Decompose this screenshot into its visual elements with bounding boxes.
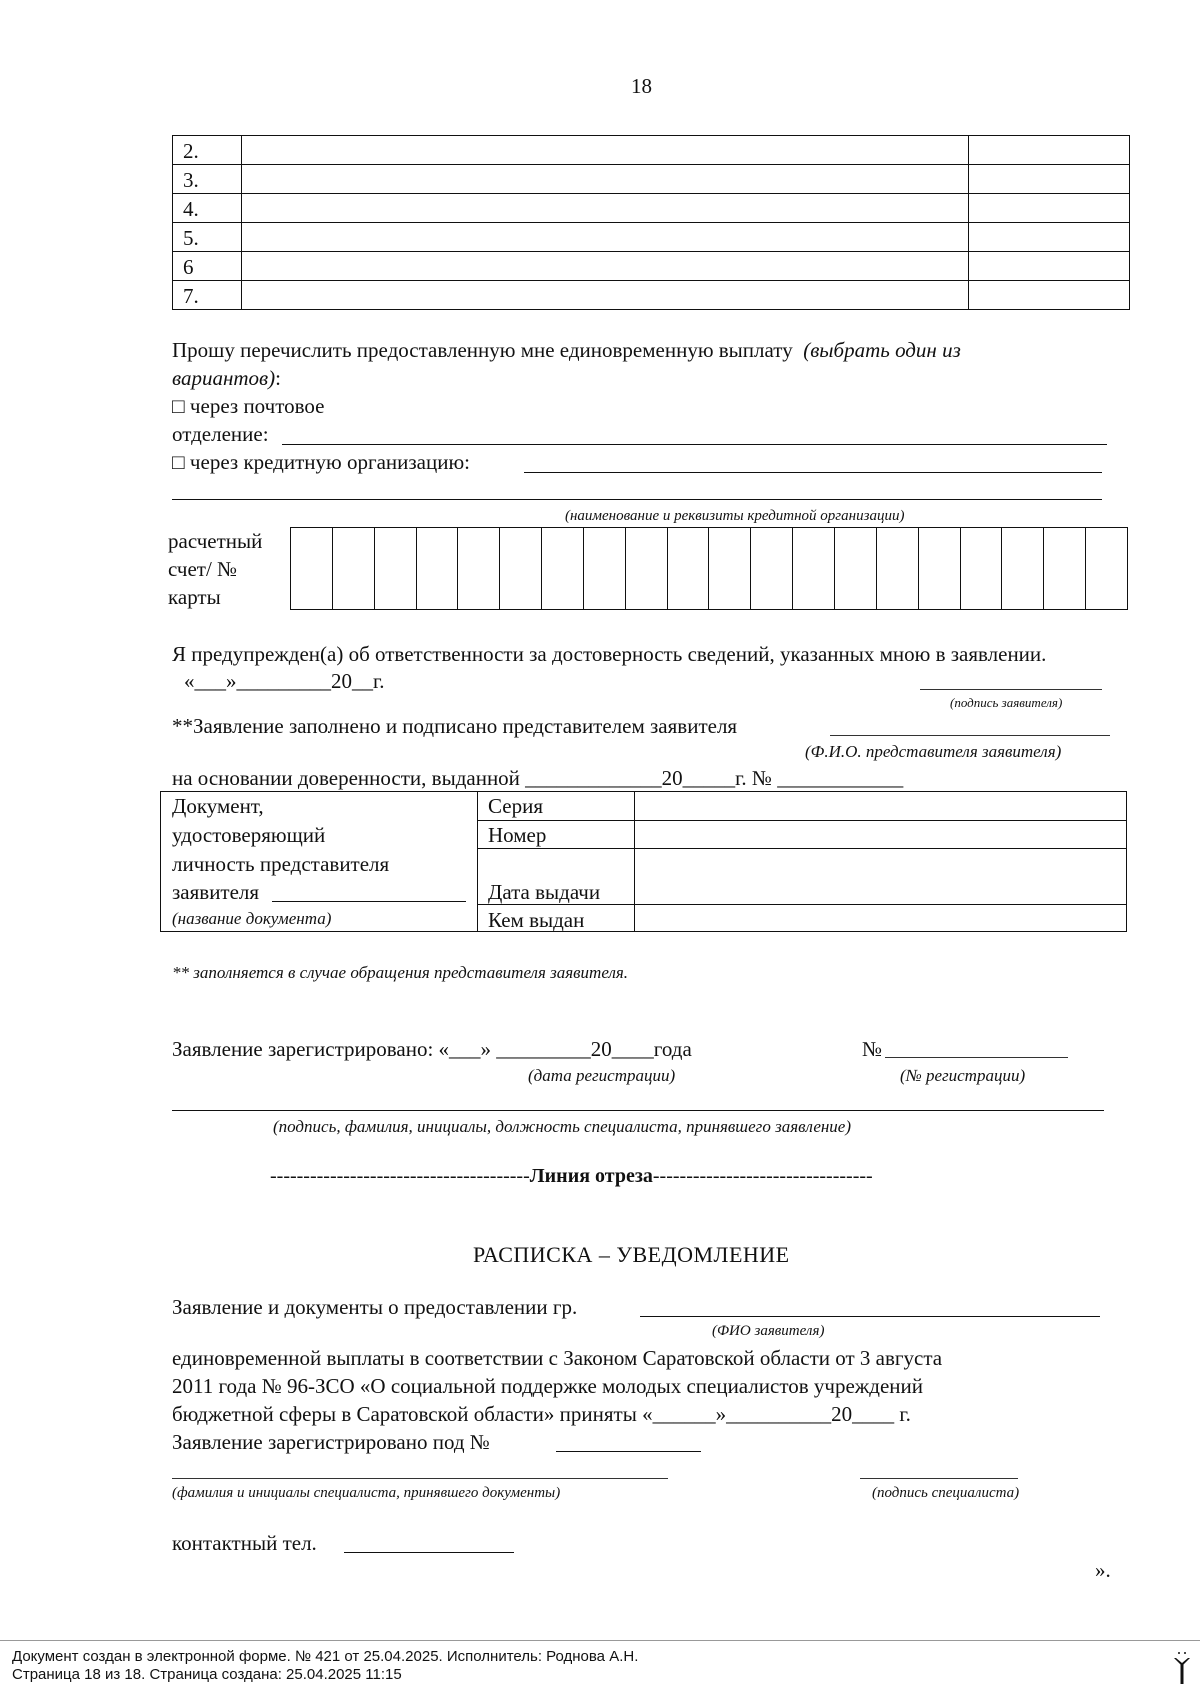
account-digit-cell[interactable] [332,528,374,609]
representative-text: **Заявление заполнено и подписано представителем заявителя [172,714,738,738]
field-date-label: Дата выдачи [488,880,601,904]
field-number-label: Номер [488,823,547,847]
doc-name-field[interactable] [272,901,466,902]
doc-label-2: удостоверяющий [172,823,326,847]
account-digit-cell[interactable] [457,528,499,609]
row-content-cell[interactable] [242,252,969,281]
bank-field-line2[interactable] [172,499,1102,500]
doc-label-1: Документ, [172,794,264,818]
top-table-row [173,194,1130,223]
receipt-title: РАСПИСКА – УВЕДОМЛЕНИЕ [473,1242,790,1267]
receipt-specialist-name-field[interactable] [172,1478,668,1479]
row-content-cell[interactable] [242,281,969,310]
receipt-specialist-signature-field[interactable] [860,1478,1018,1479]
row-number-cell: 6 [173,252,242,281]
choice-hint-2: вариантов) [172,366,276,390]
row-number-cell: 4. [173,194,242,223]
receipt-signature-caption: (подпись специалиста) [872,1485,1020,1501]
account-digit-cell[interactable] [918,528,960,609]
account-digit-cell[interactable] [541,528,583,609]
row-number-cell: 3. [173,165,242,194]
row-extra-cell[interactable] [969,252,1130,281]
account-label-2: счет/ № [168,557,238,581]
field-series-label: Серия [488,794,543,818]
applicant-signature-line[interactable] [920,689,1102,690]
top-table-row [173,223,1130,252]
receipt-fio-caption: (ФИО заявителя) [712,1323,825,1339]
account-digit-cell[interactable] [708,528,750,609]
bank-field[interactable] [524,472,1102,473]
account-digit-cell[interactable] [583,528,625,609]
account-digit-cell[interactable] [792,528,834,609]
account-digit-cell[interactable] [374,528,416,609]
responsibility-warning: Я предупрежден(а) об ответственности за достоверность сведений, указанных мною в заявлении. [172,642,1047,666]
top-table-row [173,252,1130,281]
warning-date-line: «___»_________20__г. [184,669,385,693]
representative-footnote: ** заполняется в случае обращения представителя заявителя. [172,963,629,982]
page-number: 18 [631,74,652,98]
account-digit-cell[interactable] [625,528,667,609]
account-digit-cell[interactable] [1001,528,1043,609]
row-content-cell[interactable] [242,194,969,223]
receipt-line5: Заявление зарегистрировано под № [172,1430,490,1454]
top-table-row [173,136,1130,165]
cut-line-label: Линия отреза [529,1165,653,1187]
field-issued-label: Кем выдан [488,908,585,932]
footer-line1: Документ создан в электронной форме. № 421 от 25.04.2025. Исполнитель: Роднова А.Н. [12,1648,639,1665]
account-digit-cell[interactable] [291,528,332,609]
account-digit-cell[interactable] [1043,528,1085,609]
choice-colon: : [275,366,282,390]
footer-divider [0,1640,1200,1641]
top-table-row [173,281,1130,310]
row-number-cell: 5. [173,223,242,252]
receipt-specialist-caption: (фамилия и инициалы специалиста, принявшего документы) [172,1485,561,1501]
account-digit-cell[interactable] [667,528,709,609]
payment-request-text: Прошу перечислить предоставленную мне единовременную выплату [172,338,793,362]
account-digit-cell[interactable] [960,528,1002,609]
top-table [172,135,1130,310]
proxy-text: на основании доверенности, выданной _____________20_____г. № ____________ [172,766,904,790]
bank-caption: (наименование и реквизиты кредитной организации) [565,508,905,524]
closing-mark: ». [1095,1558,1111,1582]
receipt-line3: 2011 года № 96-ЗСО «О социальной поддержке молодых специалистов учреждений [172,1374,924,1398]
doc-caption: (название документа) [172,909,332,928]
representative-fio-caption: (Ф.И.О. представителя заявителя) [805,742,1062,761]
specialist-caption: (подпись, фамилия, инициалы, должность специалиста, принявшего заявление) [273,1117,851,1136]
row-number-cell: 7. [173,281,242,310]
registration-number-label: № [862,1037,883,1061]
representative-name-field[interactable] [830,735,1110,736]
applicant-fio-field[interactable] [640,1316,1100,1317]
payment-request [172,340,961,361]
option-post-checkbox[interactable]: □ через почтовое [172,394,325,418]
row-extra-cell[interactable] [969,223,1130,252]
doc-label-4: заявителя [172,880,260,904]
account-label-1: расчетный [168,529,263,553]
registration-text: Заявление зарегистрировано: «___» _________20____года [172,1037,692,1061]
registration-number-caption: (№ регистрации) [900,1066,1026,1085]
doc-label-3: личность представителя [172,852,390,876]
account-digit-cell[interactable] [1085,528,1127,609]
cut-line-left: --------------------------------------- [270,1165,530,1187]
row-content-cell[interactable] [242,223,969,252]
registration-number-field[interactable] [885,1057,1068,1058]
choice-hint: (выбрать один из [803,338,961,362]
option-bank-checkbox[interactable]: □ через кредитную организацию: [172,450,470,474]
row-content-cell[interactable] [242,136,969,165]
row-extra-cell[interactable] [969,136,1130,165]
row-content-cell[interactable] [242,165,969,194]
applicant-signature-caption: (подпись заявителя) [950,695,1063,710]
registration-date-caption: (дата регистрации) [528,1066,676,1085]
top-table-row [173,165,1130,194]
contact-phone-field[interactable] [344,1552,514,1553]
receipt-line2: единовременной выплаты в соответствии с Законом Саратовской области от 3 августа [172,1346,943,1370]
specialist-signature-line[interactable] [172,1110,1104,1111]
row-extra-cell[interactable] [969,281,1130,310]
contact-label: контактный тел. [172,1531,317,1555]
account-digit-cell[interactable] [499,528,541,609]
receipt-line1: Заявление и документы о предоставлении гр. [172,1295,578,1319]
option-post-label: отделение: [172,422,269,446]
account-digit-cell[interactable] [834,528,876,609]
post-office-field[interactable] [282,444,1107,445]
emblem-icon [1170,1650,1194,1686]
account-digit-cell[interactable] [416,528,458,609]
receipt-line4: бюджетной сферы в Саратовской области» приняты «______»__________20____ г. [172,1402,911,1426]
cut-line [270,1166,873,1186]
footer-line2: Страница 18 из 18. Страница создана: 25.04.2025 11:15 [12,1666,402,1683]
receipt-registration-number-field[interactable] [556,1451,701,1452]
account-label-3: карты [168,585,221,609]
account-number-grid[interactable] [290,527,1128,610]
row-extra-cell[interactable] [969,165,1130,194]
account-digit-cell[interactable] [750,528,792,609]
cut-line-right: --------------------------------- [652,1165,873,1187]
account-digit-cell[interactable] [876,528,918,609]
row-number-cell: 2. [173,136,242,165]
row-extra-cell[interactable] [969,194,1130,223]
